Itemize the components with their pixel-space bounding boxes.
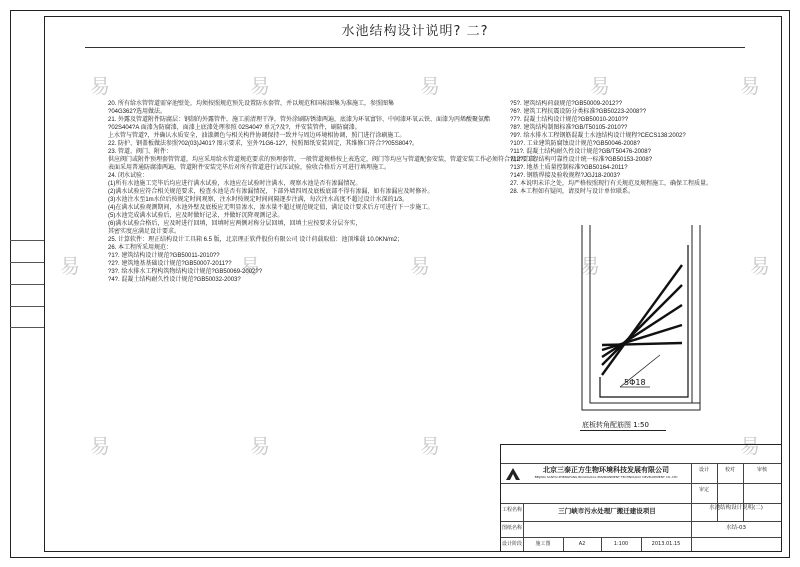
watermark-glyph: 易 [750, 254, 770, 278]
company-logo [505, 467, 521, 481]
project-name: 三门峡市污水处理厂搬迁建设项目 [558, 507, 656, 515]
rebar-line [602, 285, 682, 365]
note-line: (5)水池完成满水试验后，应及时做好记录，并做好沉降观测记录。 [108, 213, 284, 219]
scale-value: 1:100 [613, 541, 629, 547]
note-line: (6)满水试验合格后，应及时进行回填，回填时应两侧对称分层回填，回填土应按要求分层夯实， [108, 221, 362, 227]
watermark-glyph: 易 [740, 74, 760, 98]
watermark-glyph: 易 [240, 254, 260, 278]
note-line: ?12?. 工程结构可靠性设计统一标准?GB50153-2008? [510, 157, 653, 163]
notes-right [510, 100, 775, 196]
caption-underline [580, 430, 666, 431]
note-line: ?7?. 混凝土结构设计规范?GB50010-2010?? [510, 117, 629, 123]
note-line: 21. 外露及管道附件防腐层：钢制的外露管件，施工前清理干净，管外涂刷防锈漆两遍，底漆为环氧富锌、中间漆环氧云铁、面漆为丙烯酸聚氨酯 [108, 117, 491, 123]
note-line: ?1?. 建筑结构设计规范?GB50011-2010?? [108, 253, 220, 259]
note-line: 表面采用普通防腐漆两遍，管道附件安装完毕后对所有管道进行试压试验，验收合格后方可进行填埋施工。 [108, 165, 391, 171]
note-line: (3)水池注水至1m水位后按规定时间观察，注水时按规定时间间隔逐步注满，每次注水高度不超过设计水深的1/3。 [108, 197, 409, 203]
watermark-glyph: 易 [60, 254, 80, 278]
note-line: (2)满水试验应符合相关规范要求，检查水池是否有渗漏情况，下部外墙四周及底板底部不得有渗漏，如有渗漏应及时修补。 [108, 189, 434, 195]
watermark-glyph: 易 [590, 74, 610, 98]
label-reviewer: 审核 [756, 467, 767, 473]
binding-margin [10, 10, 44, 558]
size-value: A2 [578, 541, 586, 547]
note-line: 27. 本说明未详之处，均严格按照现行有关规范及规程施工，确保工程质量。 [510, 181, 713, 187]
rebar-line [602, 265, 682, 375]
date-value: 2013.01.15 [651, 541, 681, 547]
note-line: (1)所有水池施工完毕后均应进行满水试验，水池应在试验时注满水，观察水池是否有渗漏情况。 [108, 181, 362, 187]
watermark-glyph: 易 [420, 434, 440, 458]
watermark-glyph: 易 [250, 434, 270, 458]
label-drawing: 图纸名称 [501, 525, 522, 531]
label-checker: 校对 [724, 467, 735, 473]
watermark-glyph: 易 [740, 434, 760, 458]
rebar-line [602, 305, 682, 357]
note-line: ?13?. 地基土质量控制标准?GB50164-2011? [510, 165, 628, 171]
label-stage: 设计阶段 [501, 541, 522, 547]
rebar-label: 5Φ18 [624, 378, 646, 387]
title-block [500, 444, 782, 552]
note-line: ?5?. 建筑结构荷载规范?GB50009-2012?? [510, 101, 623, 107]
note-line: ?04G362?选用做法。 [108, 109, 167, 115]
notes-left [108, 100, 541, 284]
detail-caption: 底板转角配筋图 1:50 [582, 421, 649, 429]
watermark-glyph: 易 [90, 434, 110, 458]
note-line: 供应阀门或附件预埋套管管道，均应采用给水管道规范要求的预埋套管，一般管道规格按上表选定，阀门等均应与管道配套安装，管道安装工作必须符合设计要求， [108, 157, 541, 163]
watermark-glyph: 易 [90, 74, 110, 98]
label-approver: 审定 [698, 487, 709, 493]
rebar-group [602, 265, 682, 375]
note-line: 28. 本工程如有疑问，请及时与设计单位联系。 [510, 189, 635, 195]
note-line: ?9?. 给水排水工程钢筋混凝土水池结构设计规程?CECS138:2002? [510, 133, 686, 139]
watermark-glyph: 易 [410, 254, 430, 278]
note-line: ?6?. 建筑工程抗震设防分类标准?GB50223-2008?? [510, 109, 647, 115]
title-underline [85, 47, 745, 48]
watermark-glyph: 易 [420, 74, 440, 98]
rebar-line [602, 343, 682, 345]
note-line: 23. 管道、阀门、附件： [108, 149, 173, 155]
watermark-glyph: 易 [250, 74, 270, 98]
note-line: 上水管与管道?，并确认水质安全，油漆颜色与相关构件协调保持一致并与周边环境相协调，照门进行涂刷施工。 [108, 133, 406, 139]
drawing-title: 水池结构设计说明? 二? [341, 24, 489, 39]
note-line: 22. 防护、钢盖板做法参照?02(03)J401? 图示要求，室外?1G6-12?，按照图纸安装固定，其维修口符合??05S804?。 [108, 141, 419, 147]
note-line: ?8?. 建筑结构制图标准?GB/T50105-2010?? [510, 125, 628, 131]
note-line: ?2?. 建筑地基基础设计规范?GB50007-2011?? [108, 261, 232, 267]
company-name-en: BEIJING SANTAI ZHENGFANG BIOLOGICAL ENVIRONMENT TECHNOLOGY DEVELOPMENT CO.,LTD [534, 475, 678, 479]
drawing-name: 水池结构设计说明(二) [709, 505, 763, 511]
company-name-cn: 北京三泰正方生物环境科技发展有限公司 [543, 466, 669, 474]
note-line: 24. 闭水试验： [108, 173, 149, 179]
note-line: ?11?. 混凝土结构耐久性设计规范?GB/T50476-2008? [510, 149, 651, 155]
note-line: ?4?. 混凝土结构耐久性设计规范?GB50032-2003? [108, 277, 241, 283]
rebar-line [602, 325, 682, 350]
rebar-stirrup [600, 245, 688, 397]
rebar-corner-detail [560, 225, 720, 425]
note-line: (4)在满水试验观测期间，水池外壁及底板应无明显渗水，渗水量不超过规范规定值，满足设计要求后方可进行下一步施工。 [108, 205, 434, 211]
note-line: 20. 所有给水管管道需穿池壁处，均须按照规范预先设置防水套管，并以规范和国标图集为准施工，参照图集 [108, 101, 395, 107]
note-line: ?14?. 钢筋焊接及验收规程?JGJ18-2003? [510, 173, 621, 179]
watermark-glyph: 易 [580, 254, 600, 278]
label-project: 工程名称 [501, 507, 522, 513]
note-line: ?02S404?A 面漆为防腐漆，面漆上底漆处理参照 02S404? 单元?及?，并安装管件，刷防腐漆。 [108, 125, 361, 131]
note-line: 25. 计算软件：理正结构设计工具箱 6.5 版，北京理正软件股份有限公司 设计荷载取值：池顶堆载 10.0KN/m2； [108, 237, 404, 243]
label-designer: 设计 [698, 467, 709, 473]
note-line: ?10?. 工业建筑防腐蚀设计规范?GB50046-2008? [510, 141, 641, 147]
note-line: 其密实度应满足设计要求。 [108, 229, 181, 235]
stage-value: 施工图 [535, 541, 551, 547]
note-line: 26. 本工程所采用规范： [108, 245, 173, 251]
note-line: ?3?. 给水排水工程构筑物结构设计规范?GB50069-2002?? [108, 269, 263, 275]
sheet-number: 水结-03 [726, 525, 746, 531]
